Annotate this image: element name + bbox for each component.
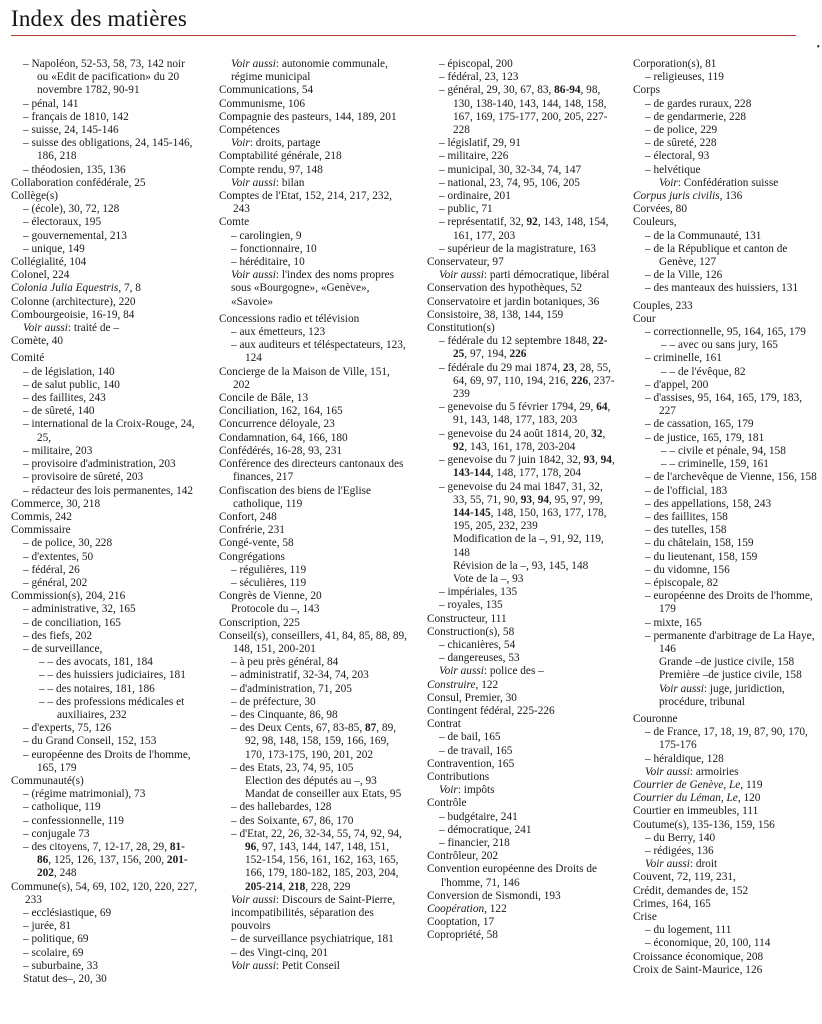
index-entry: – de bail, 165 [439,731,501,744]
index-entry: – de sûreté, 228 [645,137,717,150]
index-entry: Coopération, 122 [427,903,507,915]
index-entry: – de sûreté, 140 [23,405,95,418]
index-entry: – – des notaires, 181, 186 [39,682,155,695]
index-entry: – d'experts, 75, 126 [23,722,112,735]
index-entry: – français de 1810, 142 [23,110,129,123]
index-entry: Consul, Premier, 30 [427,691,517,704]
index-entry: – des Etats, 23, 74, 95, 105 [231,761,354,774]
index-entry: – permanente d'arbitrage de La Haye, 146 [645,629,815,655]
index-entry: – de gardes ruraux, 228 [645,97,752,110]
index-entry: Construire, 122 [427,678,499,691]
index-entry: – européenne des Droits de l'homme, 165, 179 [23,748,191,774]
index-entry: – de la Ville, 126 [645,269,723,282]
index-entry: Copropriété, 58 [427,929,498,942]
index-entry: Voir aussi: bilan [231,176,305,189]
index-entry: – fédérale du 12 septembre 1848, 22-25, 97, 194, 226 [439,335,608,361]
header-rule [11,35,796,36]
index-entry: – d'extentes, 50 [23,550,94,563]
index-entry: – de l'official, 183 [645,484,728,497]
index-entry: Voir aussi: l'index des noms propres sous «Bourgogne», «Genève», «Savoie» [231,269,395,308]
index-entry: – fédéral, 23, 123 [439,71,519,84]
index-entry: Couronne [633,712,678,725]
index-entry: – – criminelle, 159, 161 [661,458,769,471]
index-entry: – militaire, 226 [439,150,509,163]
index-entry: – financier, 218 [439,836,510,849]
index-entry: Commissaire [11,524,71,537]
index-entry: Conservation des hypothèques, 52 [427,282,582,295]
index-entry: Corpus juris civilis, 136 [633,190,743,203]
index-entry: – de police, 30, 228 [23,537,113,550]
index-entry: – de surveillance, [23,642,103,655]
index-entry: – dangereuses, 53 [439,652,520,665]
index-entry: Voir: Confédération suisse [659,176,779,189]
index-entry: Voir aussi: droit [645,858,718,871]
index-entry: Crimes, 164, 165 [633,897,711,910]
index-entry: – d'assises, 95, 164, 165, 179, 183, 227 [645,392,803,418]
index-entry: – administrative, 32, 165 [23,603,136,616]
index-entry: – (école), 30, 72, 128 [23,203,120,216]
index-entry: – électoraux, 195 [23,216,102,229]
index-entry: – budgétaire, 241 [439,810,518,823]
index-entry: – Napoléon, 52-53, 58, 73, 142 noir ou «Edit de pacification» du 20 novembre 1782, 90-91 [23,58,185,97]
index-entry: – public, 71 [439,203,493,216]
index-entry: Comité [11,352,45,365]
index-entry: – d'Etat, 22, 26, 32-34, 55, 74, 92, 94, 96, 97, 143, 144, 147, 148, 151, 152-154, 156, 161, 162, 163, 165, 166, 179, 180-182, 185, 203, 204, 205-214, 218, 228, 229 [231,827,402,893]
index-entry: Confort, 248 [219,510,277,523]
index-entry: – théodosien, 135, 136 [23,163,126,176]
index-entry: Couples, 233 [633,299,693,312]
index-entry: Voir aussi: Discours de Saint-Pierre, incompatibilités, séparation des pouvoirs [231,893,396,933]
index-entry: Contravention, 165 [427,757,515,770]
index-entry: Communauté(s) [11,774,84,787]
index-entry: – jurée, 81 [23,920,71,933]
index-entry: Corvées, 80 [633,203,687,216]
index-entry: – général, 202 [23,576,88,589]
index-entry: – ordinaire, 201 [439,190,511,203]
index-entry: Corporation(s), 81 [633,58,717,70]
index-entry: – de la République et canton de Genève, 127 [645,242,788,269]
index-entry: Communications, 54 [219,84,314,97]
index-entry: – carolingien, 9 [231,229,302,242]
index-entry: – mixte, 165 [645,616,702,629]
index-entry: – genevoise du 24 mai 1847, 31, 32, 33, 55, 71, 90, 93, 94, 95, 97, 99, 144-145, 148, 150, 163, 177, 178, 195, 205, 232, 239 [439,480,607,533]
index-entry: – unique, 149 [23,242,85,255]
index-entry: Conscription, 225 [219,616,300,629]
index-entry: – des citoyens, 7, 12-17, 28, 29, 81-86, 125, 126, 137, 156, 200, 201-202, 248 [23,840,188,880]
index-entry: – de conciliation, 165 [23,616,121,629]
index-entry: – suburbaine, 33 [23,959,98,972]
index-entry: – héraldique, 128 [645,752,724,765]
index-column-3 [427,58,615,943]
page-title: Index des matières [11,6,188,31]
index-entry: Confiscation des biens de l'Eglise catholique, 119 [219,484,372,510]
index-entry: – de police, 229 [645,124,718,137]
index-entry: Corps [633,84,660,97]
index-column-1 [11,58,199,986]
index-entry: Modification de la –, 91, 92, 119, 148 [453,533,604,559]
index-entry: – – des professions médicales et auxiliaires, 232 [39,695,185,721]
index-entry: Communisme, 106 [219,97,305,110]
index-entry: Conseil(s), conseillers, 41, 84, 85, 88, 89, 148, 151, 200-201 [219,629,407,655]
index-entry: Voir aussi: armoiries [645,765,739,778]
index-entry: – de France, 17, 18, 19, 87, 90, 170, 175-176 [645,726,808,752]
index-entry: – politique, 69 [23,933,89,946]
index-entry: Confédérés, 16-28, 93, 231 [219,444,342,457]
index-entry: – (régime matrimonial), 73 [23,788,146,801]
index-entry: Commerce, 30, 218 [11,497,101,510]
index-entry: – des Deux Cents, 67, 83-85, 87, 89, 92, 98, 148, 158, 159, 166, 169, 170, 173-175, 190, 201, 202 [231,722,397,761]
index-entry: Voir aussi: Petit Conseil [231,959,340,972]
index-entry: – international de la Croix-Rouge, 24, 25, [23,418,195,444]
index-entry: Combourgeoisie, 16-19, 84 [11,308,135,321]
index-entry: Compagnie des pasteurs, 144, 189, 201 [219,110,397,123]
index-entry: Cooptation, 17 [427,916,495,929]
index-entry: Contingent fédéral, 225-226 [427,704,555,717]
index-entry: Cour [633,312,656,325]
index-entry: Concile de Bâle, 13 [219,392,309,405]
index-entry: – criminelle, 161 [645,352,722,365]
index-entry: – de surveillance psychiatrique, 181 [231,933,394,946]
index-entry: Contrat [427,718,461,731]
index-entry: Confrérie, 231 [219,524,285,537]
index-entry: Comte [219,216,250,229]
index-entry: Commission(s), 204, 216 [11,590,126,603]
index-entry: – – des avocats, 181, 184 [39,656,153,669]
index-entry: Condamnation, 64, 166, 180 [219,431,348,444]
index-entry: Collaboration confédérale, 25 [11,176,146,189]
index-column-2 [219,58,407,973]
index-entry: Couleurs, [633,216,677,229]
index-entry: – ecclésiastique, 69 [23,907,112,919]
index-entry: – administratif, 32-34, 74, 203 [231,669,369,682]
index-entry: – catholique, 119 [23,801,101,814]
index-entry: Colonel, 224 [11,269,70,282]
index-entry: – – des huissiers judiciaires, 181 [39,669,186,682]
index-entry: – genevoise du 7 juin 1842, 32, 93, 94, 143-144, 148, 177, 178, 204 [439,454,615,480]
index-entry: – du Berry, 140 [645,831,716,844]
index-entry: – général, 29, 30, 67, 83, 86-94, 98, 130, 138-140, 143, 144, 148, 158, 167, 169, 175-177, 200, 205, 227-228 [439,84,608,137]
index-entry: – représentatif, 32, 92, 143, 148, 154, 161, 177, 203 [439,216,609,242]
index-entry: – du vidomne, 156 [645,563,730,576]
index-entry: Commis, 242 [11,510,72,523]
index-entry: – des fiefs, 202 [23,629,93,642]
index-entry: – suisse des obligations, 24, 145-146, 186, 218 [23,137,193,163]
index-entry: Grande –de justice civile, 158 [659,656,795,669]
index-entry: – gouvernemental, 213 [23,229,127,242]
index-entry: – des manteaux des huissiers, 131 [645,282,799,295]
index-entry: – régulières, 119 [231,563,307,576]
index-entry: Conservatoire et jardin botaniques, 36 [427,295,600,308]
index-entry: Voir aussi: parti démocratique, libéral [439,269,610,282]
index-entry: Conversion de Sismondi, 193 [427,889,561,902]
index-entry: – provisoire d'administration, 203 [23,458,176,471]
index-entry: – d'administration, 71, 205 [231,682,352,695]
index-entry: Protocole du –, 143 [231,603,320,616]
index-entry: – fédérale du 29 mai 1874, 23, 28, 55, 64, 69, 97, 110, 194, 216, 226, 237-239 [439,361,615,401]
index-entry: – militaire, 203 [23,444,93,457]
index-entry: – électoral, 93 [645,150,710,163]
index-entry: – européenne des Droits de l'homme, 179 [645,590,813,616]
index-entry: Concurrence déloyale, 23 [219,418,335,431]
index-entry: Congrégations [219,550,285,563]
index-entry: – de la Communauté, 131 [645,229,762,242]
index-entry: Election des députés au –, 93 [245,774,377,787]
index-entry: – genevoise du 24 août 1814, 20, 32, 92, 143, 161, 178, 203-204 [439,427,606,453]
index-entry: Colonne (architecture), 220 [11,295,136,308]
index-entry: – royales, 135 [439,599,503,612]
index-entry: – de cassation, 165, 179 [645,418,754,431]
index-entry: Crédit, demandes de, 152 [633,884,749,897]
index-entry: Comète, 40 [11,335,64,348]
index-entry: – des Soixante, 67, 86, 170 [231,814,354,827]
index-entry: – des faillites, 158 [645,510,728,523]
index-entry: Commune(s), 54, 69, 102, 120, 220, 227, 233 [11,880,198,906]
index-entry: – religieuses, 119 [645,71,724,84]
index-entry: – confessionnelle, 119 [23,814,124,827]
index-entry: Conférence des directeurs cantonaux des finances, 217 [219,458,404,484]
index-entry: – genevoise du 5 février 1794, 29, 64, 91, 143, 148, 177, 183, 203 [439,401,611,427]
index-entry: – – civile et pénale, 94, 158 [661,444,786,457]
index-entry: Congrès de Vienne, 20 [219,590,322,603]
index-entry: – des tutelles, 158 [645,524,727,537]
index-entry: – national, 23, 74, 95, 106, 205 [439,176,580,189]
index-entry: Colonia Julia Equestris, 7, 8 [11,282,141,295]
index-entry: Couvent, 72, 119, 231, [633,871,736,884]
index-entry: – de travail, 165 [439,744,513,757]
index-entry: Voir: impôts [439,784,495,797]
index-entry: Courrier de Genève, Le, 119 [633,778,763,791]
index-entry: Conciliation, 162, 164, 165 [219,405,343,418]
index-entry: Croix de Saint-Maurice, 126 [633,963,763,976]
index-entry: Comptabilité générale, 218 [219,150,342,163]
index-entry: – à peu près général, 84 [231,656,339,669]
index-entry: – suisse, 24, 145-146 [23,124,119,137]
index-entry: – de justice, 165, 179, 181 [645,431,765,444]
index-entry: Voir aussi: autonomie communale, régime municipal [231,58,388,84]
index-entry: Consistoire, 38, 138, 144, 159 [427,308,564,321]
index-entry: Voir aussi: traité de – [23,322,120,335]
index-entry: – du lieutenant, 158, 159 [645,550,758,563]
index-entry: – d'appel, 200 [645,378,709,391]
index-entry: Crise [633,911,657,923]
index-entry: – provisoire de sûreté, 203 [23,471,144,484]
index-entry: Congé-vente, 58 [219,537,294,550]
index-entry: – impériales, 135 [439,586,518,599]
index-entry: Courtier en immeubles, 111 [633,805,759,818]
index-entry: – démocratique, 241 [439,823,532,836]
index-entry: – épiscopale, 82 [645,576,719,589]
index-entry: – des faillites, 243 [23,392,106,405]
index-entry: – fédéral, 26 [23,563,80,576]
index-entry: Voir aussi: police des – [439,665,544,678]
index-entry: Compte rendu, 97, 148 [219,163,323,176]
index-entry: – fonctionnaire, 10 [231,242,317,255]
index-entry: – aux auditeurs et téléspectateurs, 123, 124 [231,339,406,365]
index-entry: – des Vingt-cinq, 201 [231,946,329,959]
index-entry: – – avec ou sans jury, 165 [661,339,778,352]
index-entry: Révision de la –, 93, 145, 148 [453,559,589,572]
index-entry: – aux émetteurs, 123 [231,326,326,339]
index-entry: Conservateur, 97 [427,256,504,269]
index-entry: – supérieur de la magistrature, 163 [439,242,596,255]
index-entry: – des hallebardes, 128 [231,801,332,814]
index-entry: – de gendarmerie, 228 [645,110,747,123]
edge-mark: • [816,42,820,53]
index-entry: Vote de la –, 93 [453,572,524,585]
index-entry: Concessions radio et télévision [219,312,360,325]
index-entry: – du châtelain, 158, 159 [645,537,754,550]
index-entry: – scolaire, 69 [23,946,84,959]
index-entry: Croissance économique, 208 [633,950,764,963]
index-entry: – helvétique [645,163,701,176]
index-entry: Compétences [219,124,280,137]
index-entry: – – de l'évêque, 82 [661,365,746,378]
index-entry: – conjugale 73 [23,827,90,840]
index-entry: – pénal, 141 [23,97,79,110]
index-entry: Collégialité, 104 [11,256,87,269]
index-entry: Mandat de conseiller aux Etats, 95 [245,788,402,801]
index-entry: Contributions [427,770,490,783]
index-entry: – du logement, 111 [645,924,732,937]
index-entry: – séculières, 119 [231,576,307,589]
index-entry: – correctionnelle, 95, 164, 165, 179 [645,326,806,339]
index-entry: – de préfecture, 30 [231,695,316,708]
index-column-4 [633,58,821,977]
index-entry: Contrôleur, 202 [427,850,499,863]
index-entry: – héréditaire, 10 [231,256,305,269]
index-entry: Voir: droits, partage [231,137,321,150]
index-entry: – législatif, 29, 91 [439,137,521,150]
index-entry: Construction(s), 58 [427,625,515,638]
index-entry: – de législation, 140 [23,365,115,378]
index-entry: – rédacteur des lois permanentes, 142 [23,484,194,497]
index-entry: – économique, 20, 100, 114 [645,937,771,950]
index-entry: – des appellations, 158, 243 [645,497,772,510]
index-entry: – chicanières, 54 [439,638,516,651]
index-entry: Contrôle [427,797,467,810]
index-entry: – des Cinquante, 86, 98 [231,708,338,721]
index-entry: Constitution(s) [427,322,495,335]
index-entry: – du Grand Conseil, 152, 153 [23,735,157,748]
index-entry: Convention européenne des Droits de l'homme, 71, 146 [427,863,598,889]
index-entry: Courrier du Léman, Le, 120 [633,792,761,805]
index-entry: Comptes de l'Etat, 152, 214, 217, 232, 243 [219,190,393,216]
index-entry: – de salut public, 140 [23,378,120,391]
index-entry: Coutume(s), 135-136, 159, 156 [633,818,775,831]
index-entry: – municipal, 30, 32-34, 74, 147 [439,163,582,176]
index-entry: Statut des–, 20, 30 [23,973,107,986]
index-entry: – épiscopal, 200 [439,58,513,70]
index-entry: – rédigées, 136 [645,844,714,857]
index-entry: Voir aussi: juge, juridiction, procédure, tribunal [659,682,785,708]
index-entry: – de l'archevêque de Vienne, 156, 158 [645,471,817,484]
index-entry: Première –de justice civile, 158 [659,669,802,682]
index-entry: Constructeur, 111 [427,612,507,625]
index-entry: Concierge de la Maison de Ville, 151, 202 [219,365,390,391]
index-entry: Collège(s) [11,190,59,203]
